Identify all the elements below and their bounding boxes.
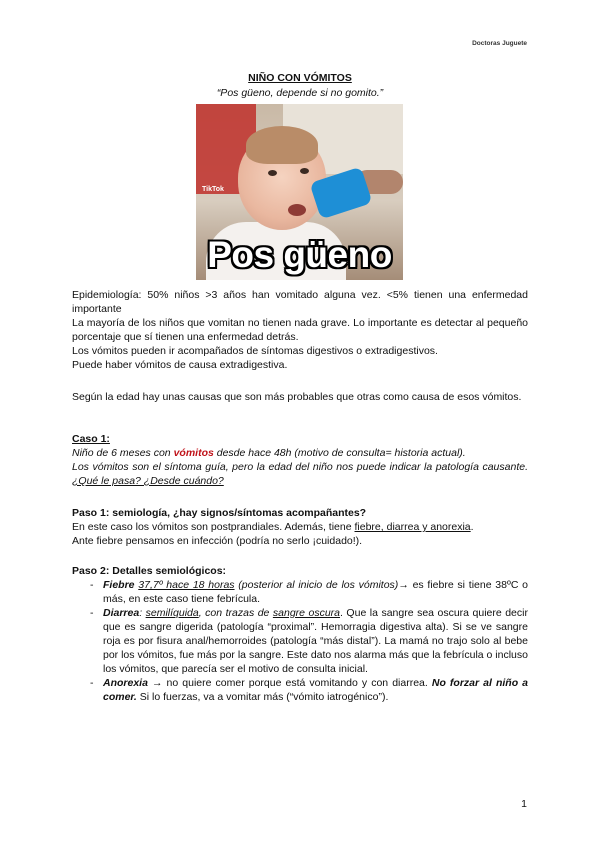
- bullet: -: [90, 579, 94, 591]
- step1-heading: Paso 1: semiología, ¿hay signos/síntomas acompañantes?: [72, 507, 367, 519]
- child-hair: [246, 126, 318, 164]
- epidemiology-p1: Epidemiología: 50% niños >3 años han vomitado alguna vez. <5% tienen una enfermedad importante: [72, 289, 528, 315]
- epidemiology-p4: Puede haber vómitos de causa extradigestiva.: [72, 359, 288, 371]
- epidemiology-p3: Los vómitos pueden ir acompañados de síntomas digestivos o extradigestivos.: [72, 345, 438, 357]
- item-key: Fiebre: [103, 579, 135, 591]
- case-question: ¿Qué le pasa? ¿Desde cuándo?: [72, 475, 224, 487]
- step2-section: [72, 564, 528, 704]
- list-item-anorexia: [72, 676, 528, 704]
- case-section: [72, 432, 528, 488]
- epidemiology-section: [72, 288, 528, 372]
- age-note: Según la edad hay unas causas que son más probables que otras como causa de esos vómitos.: [72, 391, 522, 403]
- list-item-diarrhea: [72, 606, 528, 676]
- child-eye-left: [268, 170, 277, 176]
- item-underlined-2: sangre oscura: [272, 607, 341, 619]
- case-line1-pre: Niño de 6 meses con: [72, 447, 174, 459]
- tiktok-logo: TikTok: [202, 186, 224, 193]
- item-italic: (posterior al inicio de los vómitos): [234, 579, 399, 591]
- step2-list: [72, 578, 528, 704]
- step1-line1: [72, 520, 528, 534]
- bullet: -: [90, 607, 94, 619]
- item-bold-italic: No forzar al niño a comer.: [103, 677, 529, 703]
- step1-line1-post: .: [470, 521, 474, 533]
- child-mouth: [288, 204, 306, 216]
- bullet: -: [90, 677, 94, 689]
- item-rest: → es fiebre si tiene 38ºC o más, en este caso tiene febrícula.: [103, 579, 528, 605]
- item-key: Diarrea: [103, 607, 140, 619]
- case-line1: [72, 446, 528, 460]
- item-mid: , con trazas de: [198, 607, 273, 619]
- epidemiology-p2: La mayoría de los niños que vomitan no tienen nada grave. Lo importante es detectar al pequeño porcentaje que sí tienen una enfermedad detrás.: [72, 317, 528, 343]
- step2-heading: Paso 2: Detalles semiológicos:: [72, 565, 227, 577]
- child-eye-right: [300, 168, 309, 174]
- case-line2: [72, 460, 528, 488]
- item-underlined: 37,7º hace 18 horas: [138, 579, 235, 591]
- page-number: 1: [521, 798, 527, 810]
- step1-line2: Ante fiebre pensamos en infección (podría no serlo ¡cuidado!).: [72, 535, 363, 547]
- item-sep: :: [139, 607, 146, 619]
- step1-line1-pre: En este caso los vómitos son postprandiales. Además, tiene: [72, 521, 355, 533]
- case-keyword: vómitos: [173, 447, 214, 459]
- item-rest: → no quiere comer porque está vomitando y con diarrea.: [147, 677, 432, 689]
- header-author: Doctoras Juguete: [472, 40, 527, 47]
- case-line2-text: Los vómitos son el síntoma guía, pero la edad del niño nos puede indicar la patología causante.: [72, 461, 528, 473]
- case-line1-post: desde hace 48h (motivo de consulta= historia actual).: [213, 447, 466, 459]
- item-key: Anorexia: [103, 677, 148, 689]
- page-subtitle: “Pos güeno, depende si no gomito.”: [216, 87, 384, 99]
- page-title: NIÑO CON VÓMITOS: [248, 72, 352, 84]
- item-rest-2: Si lo fuerzas, va a vomitar más (“vómito iatrogénico”).: [136, 691, 389, 703]
- step1-section: [72, 506, 528, 548]
- meme-caption: Pos güeno: [207, 234, 392, 275]
- meme-photo: [196, 104, 403, 280]
- case-heading: Caso 1:: [72, 433, 110, 445]
- item-underlined: semilíquida: [145, 607, 199, 619]
- step1-symptoms: fiebre, diarrea y anorexia: [354, 521, 471, 533]
- item-rest: . Que la sangre sea oscura quiere decir que es sangre digerida (patología “proximal”. Hemorragia digestiva alta). Si se ve sangre roja es por fisura anal/hemorroides (patología “más distal”). La mamá no trajo solo al bebe por los vómitos, fue más por la sangre. Este dato nos alarma más que la febrícula o incluso los vómitos, que parecía ser el motivo de consulta inicial.: [103, 607, 528, 675]
- list-item-fever: [72, 578, 528, 606]
